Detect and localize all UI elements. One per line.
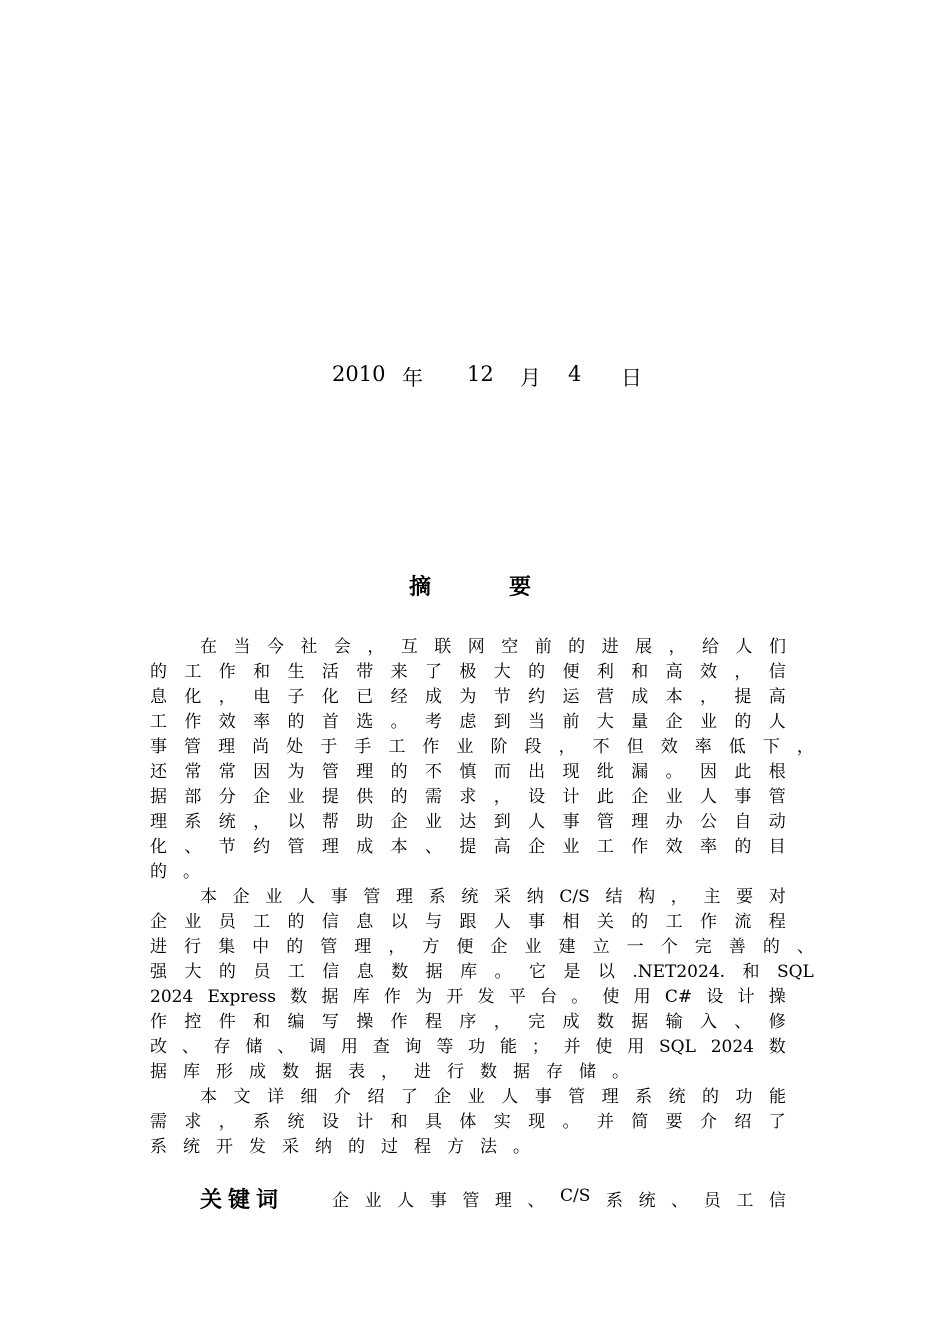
abstract-line: 还 常 常 因 为 管 理 的 不 慎 而 出 现 纰 漏 。 因 此 根 [150, 762, 786, 782]
abstract-line: 2024 Express 数 据 库 作 为 开 发 平 台 。 使 用 C# 设 计 操 [150, 987, 786, 1007]
abstract-line: 进 行 集 中 的 管 理 ， 方 便 企 业 建 立 一 个 完 善 的 、 [150, 937, 814, 957]
abstract-title-right: 要 [509, 574, 532, 600]
abstract-line: 工 作 效 率 的 首 选 。 考 虑 到 当 前 大 量 企 业 的 人 [150, 712, 786, 732]
abstract-line: 据 库 形 成 数 据 表 ， 进 行 数 据 存 储 。 [150, 1062, 629, 1082]
abstract-line: 的 工 作 和 生 活 带 来 了 极 大 的 便 利 和 高 效 ， 信 [150, 662, 786, 682]
abstract-line: 化 、 节 约 管 理 成 本 、 提 高 企 业 工 作 效 率 的 目 [150, 837, 786, 857]
abstract-line: 本 企 业 人 事 管 理 系 统 采 纳 C/S 结 构 ， 主 要 对 [200, 887, 786, 907]
abstract-line: 息 化 ， 电 子 化 已 经 成 为 节 约 运 营 成 本 ， 提 高 [150, 687, 786, 707]
abstract-line: 在 当 今 社 会 ， 互 联 网 空 前 的 进 展 ， 给 人 们 [200, 637, 786, 657]
abstract-line: 需 求 ， 系 统 设 计 和 具 体 实 现 。 并 简 要 介 绍 了 [150, 1112, 786, 1132]
abstract-line: 强 大 的 员 工 信 息 数 据 库 。 它 是 以 .NET2024. 和 SQL [150, 962, 814, 982]
abstract-line: 作 控 件 和 编 写 操 作 程 序 ， 完 成 数 据 输 入 、 修 [150, 1012, 786, 1032]
abstract-line: 企 业 员 工 的 信 息 以 与 跟 人 事 相 关 的 工 作 流 程 [150, 912, 786, 932]
abstract-line: 理 系 统 ， 以 帮 助 企 业 达 到 人 事 管 理 办 公 自 动 [150, 812, 786, 832]
date-month-unit: 月 [520, 366, 541, 390]
abstract-line: 本 文 详 细 介 绍 了 企 业 人 事 管 理 系 统 的 功 能 [200, 1087, 786, 1107]
abstract-title [0, 570, 950, 604]
abstract-line: 据 部 分 企 业 提 供 的 需 求 ， 设 计 此 企 业 人 事 管 [150, 787, 786, 807]
date-year-unit: 年 [402, 366, 423, 390]
abstract-body [150, 635, 814, 1160]
date-month: 12 [467, 362, 494, 386]
abstract-line: 系 统 开 发 采 纳 的 过 程 方 法 。 [150, 1137, 530, 1157]
abstract-line: 事 管 理 尚 处 于 手 工 作 业 阶 段 ， 不 但 效 率 低 下 ， [150, 737, 814, 757]
keywords-label: 关键词 [200, 1186, 285, 1213]
keywords-line [200, 1182, 786, 1214]
date-line [0, 362, 950, 394]
abstract-title-left: 摘 [409, 574, 432, 600]
abstract-line: 的 。 [150, 862, 200, 882]
date-day-unit: 日 [621, 366, 642, 390]
date-day: 4 [568, 362, 582, 386]
abstract-line: 改 、 存 储 、 调 用 查 询 等 功 能 ； 并 使 用 SQL 2024 数 [150, 1037, 786, 1057]
keywords-text: 企 业 人 事 管 理 、 C/S 系 统 、 员 工 信 [332, 1185, 786, 1211]
date-year: 2010 [332, 362, 386, 386]
